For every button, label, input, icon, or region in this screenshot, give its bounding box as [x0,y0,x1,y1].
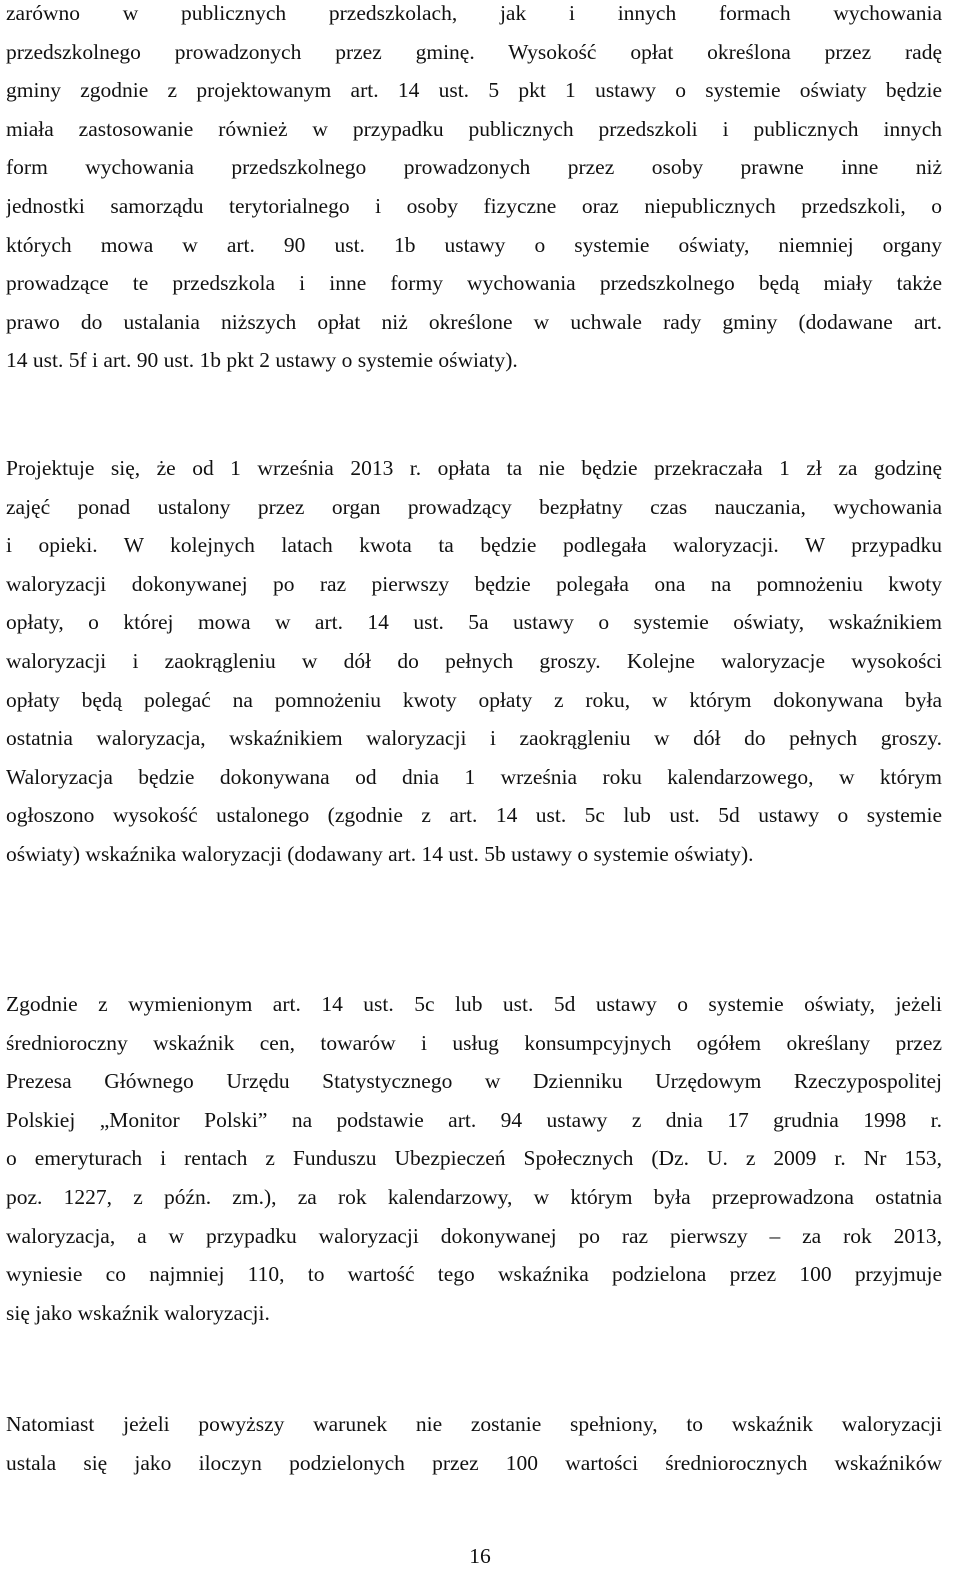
text-line: opłaty, o której mowa w art. 14 ust. 5a ustawy o systemie oświaty, wskaźnikiem [6,610,942,635]
text-line: waloryzacja, a w przypadku waloryzacji dokonywanej po raz pierwszy – za rok 2013, [6,1223,942,1248]
text-line: Waloryzacja będzie dokonywana od dnia 1 września roku kalendarzowego, w którym [6,764,942,789]
text-line: i opieki. W kolejnych latach kwota ta będzie podlegała waloryzacji. W przypadku [6,533,942,558]
text-line: Polskiej „Monitor Polski” na podstawie art. 94 ustawy z dnia 17 grudnia 1998 r. [6,1107,942,1132]
text-line: średnioroczny wskaźnik cen, towarów i usług konsumpcyjnych ogółem określany przez [6,1030,942,1055]
text-line: waloryzacji dokonywanej po raz pierwszy będzie polegała ona na pomnożeniu kwoty [6,571,942,596]
text-line: zajęć ponad ustalony przez organ prowadzący bezpłatny czas nauczania, wychowania [6,494,942,519]
text-line: jednostki samorządu terytorialnego i osoby fizyczne oraz niepublicznych przedszkoli, o [6,193,942,218]
text-line: Projektuje się, że od 1 września 2013 r. opłata ta nie będzie przekraczała 1 zł za godzinę [6,456,942,480]
text-line: prowadzące te przedszkola i inne formy wychowania przedszkolnego będą miały także [6,271,942,296]
text-line: form wychowania przedszkolnego prowadzonych przez osoby prawne inne niż [6,155,942,180]
text-line: Zgodnie z wymienionym art. 14 ust. 5c lub ust. 5d ustawy o systemie oświaty, jeżeli [6,992,942,1016]
text-line: poz. 1227, z późn. zm.), za rok kalendarzowy, w którym była przeprowadzona ostatnia [6,1184,942,1209]
text-line: których mowa w art. 90 ust. 1b ustawy o systemie oświaty, niemniej organy [6,232,942,257]
text-line: 14 ust. 5f i art. 90 ust. 1b pkt 2 ustawy o systemie oświaty). [6,348,518,373]
text-line: ustala się jako iloczyn podzielonych przez 100 wartości średniorocznych wskaźników [6,1450,942,1475]
text-line: waloryzacji i zaokrągleniu w dół do pełnych groszy. Kolejne waloryzacje wysokości [6,648,942,673]
text-line: miała zastosowanie również w przypadku publicznych przedszkoli i publicznych innych [6,116,942,141]
page-number: 16 [469,1544,491,1568]
text-line: Natomiast jeżeli powyższy warunek nie zostanie spełniony, to wskaźnik waloryzacji [6,1412,942,1436]
text-line: przedszkolnego prowadzonych przez gminę. Wysokość opłat określona przez radę [6,39,942,64]
text-line: gminy zgodnie z projektowanym art. 14 ust. 5 pkt 1 ustawy o systemie oświaty będzie [6,78,942,103]
text-line: Prezesa Głównego Urzędu Statystycznego w Dzienniku Urzędowym Rzeczypospolitej [6,1069,942,1094]
paragraph [6,1405,942,1482]
text-line: oświaty) wskaźnika waloryzacji (dodawany art. 14 ust. 5b ustawy o systemie oświaty). [6,841,754,866]
paragraph [6,449,942,874]
text-line: ostatnia waloryzacja, wskaźnikiem waloryzacji i zaokrągleniu w dół do pełnych groszy. [6,726,942,751]
text-line: opłaty będą polegać na pomnożeniu kwoty opłaty z roku, w którym dokonywana była [6,687,942,712]
text-line: o emeryturach i rentach z Funduszu Ubezpieczeń Społecznych (Dz. U. z 2009 r. Nr 153, [6,1146,942,1171]
text-line: się jako wskaźnik waloryzacji. [6,1300,270,1325]
text-line: prawo do ustalania niższych opłat niż określone w uchwale rady gminy (dodawane art. [6,309,942,334]
paragraph [6,985,942,1332]
text-line: zarówno w publicznych przedszkolach, jak i innych formach wychowania [6,1,942,25]
text-line: ogłoszono wysokość ustalonego (zgodnie z art. 14 ust. 5c lub ust. 5d ustawy o systemie [6,803,942,828]
text-line: wyniesie co najmniej 110, to wartość tego wskaźnika podzielona przez 100 przyjmuje [6,1262,942,1287]
paragraph [6,0,942,380]
